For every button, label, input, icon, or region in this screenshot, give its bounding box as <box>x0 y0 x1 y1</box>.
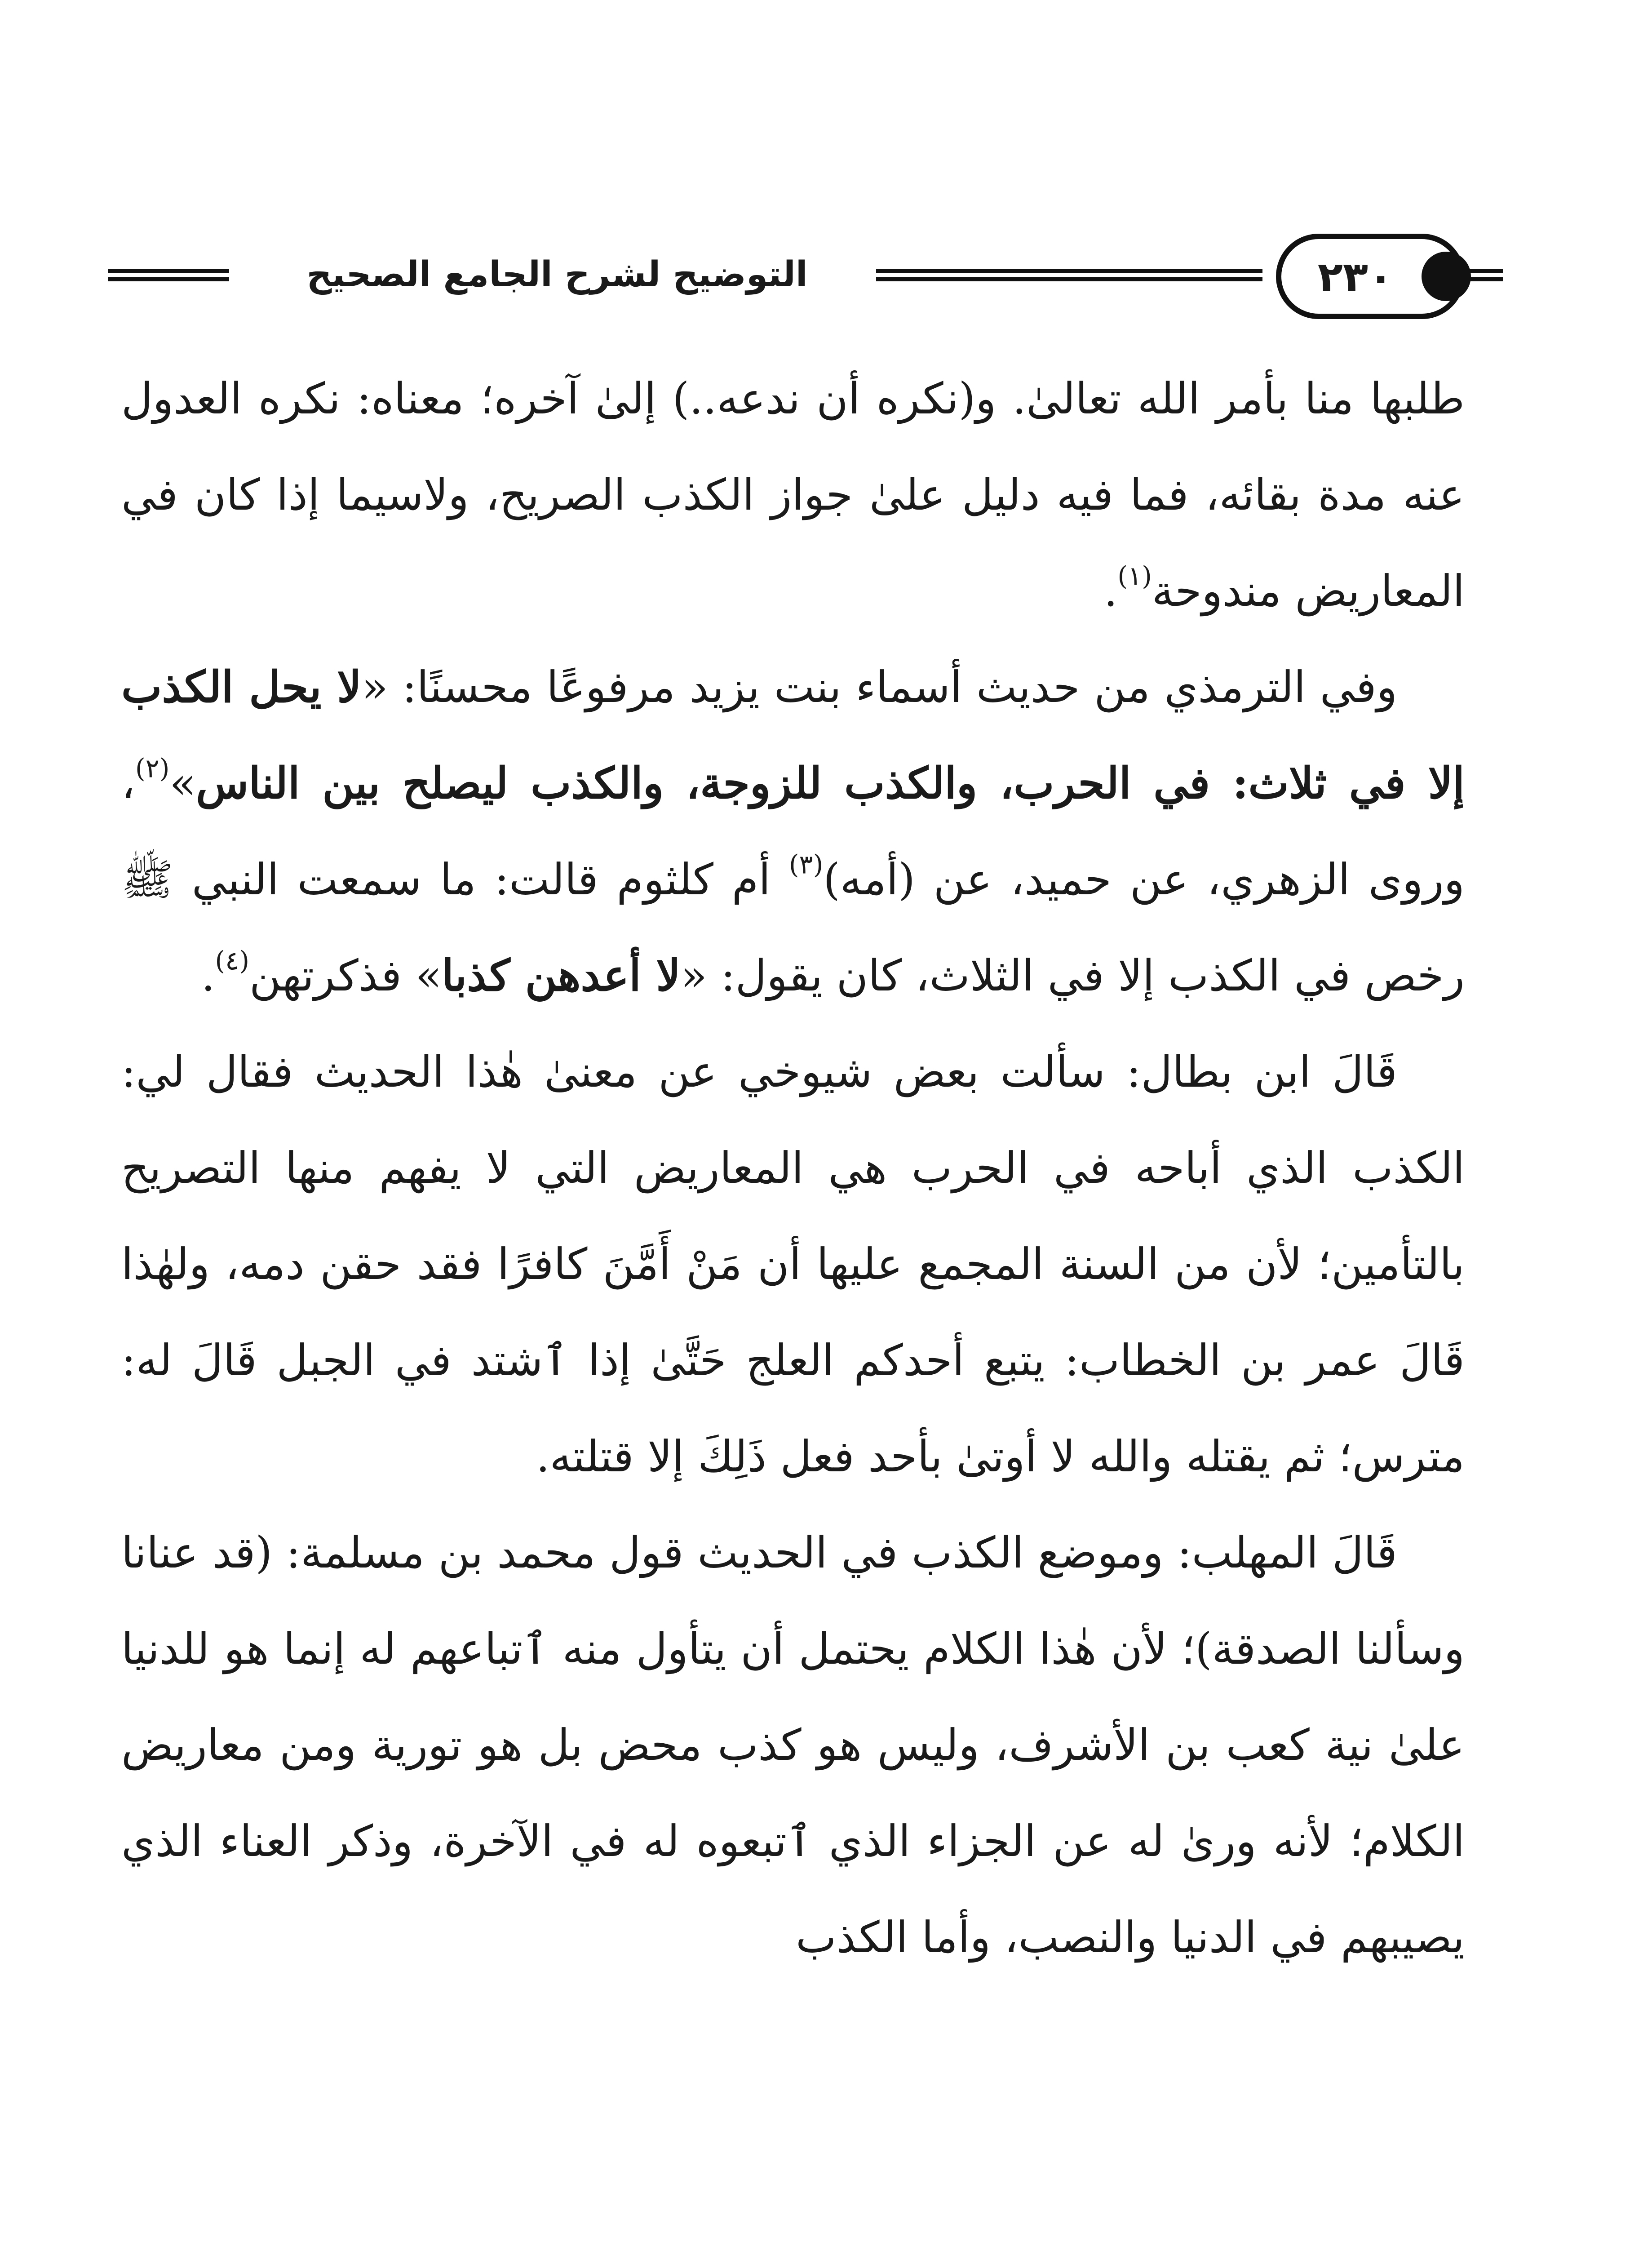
paragraph-4: قَالَ المهلب: وموضع الكذب في الحديث قول محمد بن مسلمة: (قد عنانا وسألنا الصدقة)؛ لأن هٰذا الكلام يحتمل أن يتأول منه ٱتباعهم له إنما هو للدنيا علىٰ نية كعب بن الأشرف، وليس هو كذب محض بل هو تورية ومن معاريض الكلام؛ لأنه ورىٰ له عن الجزاء الذي ٱتبعوه له في الآخرة، وذكر العناء الذي يصيبهم في الدنيا والنصب، وأما الكذب <box>121 1528 1465 1963</box>
footnote-ref-1: (١) <box>1117 560 1152 591</box>
hadith-quote-2: لا أعدهن كذبا <box>442 950 681 1001</box>
hadith-quote-1: لا يحل الكذب إلا في ثلاث: في الحرب، والكذب للزوجة، والكذب ليصلح بين الناس <box>121 662 1465 808</box>
footnote-ref-3: (٣) <box>788 849 824 880</box>
book-title: التوضيح لشرح الجامع الصحيح <box>306 254 808 295</box>
paragraph-2-end: . <box>201 950 215 1001</box>
paragraph-1-end: . <box>1103 566 1118 616</box>
paragraph-2-text-a: وفي الترمذي من حديث أسماء بنت يزيد مرفوعًا محسنًا: « <box>361 662 1398 712</box>
header-rule-right <box>1460 269 1503 281</box>
paragraph-1 <box>121 351 1465 639</box>
paragraph-3: قَالَ ابن بطال: سألت بعض شيوخي عن معنىٰ هٰذا الحديث فقال لي: الكذب الذي أباحه في الحرب هي المعاريض التي لا يفهم منها التصريح بالتأمين؛ لأن من السنة المجمع عليها أن مَنْ أَمَّنَ كافرًا فقد حقن دمه، ولهٰذا قَالَ عمر بن الخطاب: يتبع أحدكم العلج حَتَّىٰ إذا ٱشتد في الجبل قَالَ له: مترس؛ ثم يقتله والله لا أوتىٰ بأحد فعل ذَلِكَ إلا قتلته. <box>121 1047 1465 1482</box>
page-number: ٢٣٠ <box>1317 253 1394 301</box>
paragraph-1-text: طلبها منا بأمر الله تعالىٰ. و(نكره أن ندعه..) إلىٰ آخره؛ معناه: نكره العدول عنه مدة بقائه، فما فيه دليل علىٰ جواز الكذب الصريح، ولاسيما إذا كان في المعاريض مندوحة <box>121 373 1465 616</box>
header-rule-middle <box>876 269 1262 281</box>
footnote-ref-2: (٢) <box>135 753 170 784</box>
page-number-badge <box>1276 234 1465 319</box>
running-header <box>108 234 1469 319</box>
paragraph-2-text-c: ، وروى الزهري، عن حميد، عن (أمه) <box>121 758 1465 905</box>
paragraph-2-text-e: » فذكرتهن <box>249 950 442 1001</box>
footnote-ref-4: (٤) <box>215 945 249 976</box>
paragraph-2-text-d: أم كلثوم قالت: ما سمعت النبي ﷺ رخص في الكذب إلا في الثلاث، كان يقول: « <box>121 854 1465 1001</box>
paragraph-2 <box>121 639 1465 1024</box>
paragraph-2-text-b: » <box>169 758 196 808</box>
header-rule-left <box>108 269 229 281</box>
main-text <box>121 351 1465 1985</box>
